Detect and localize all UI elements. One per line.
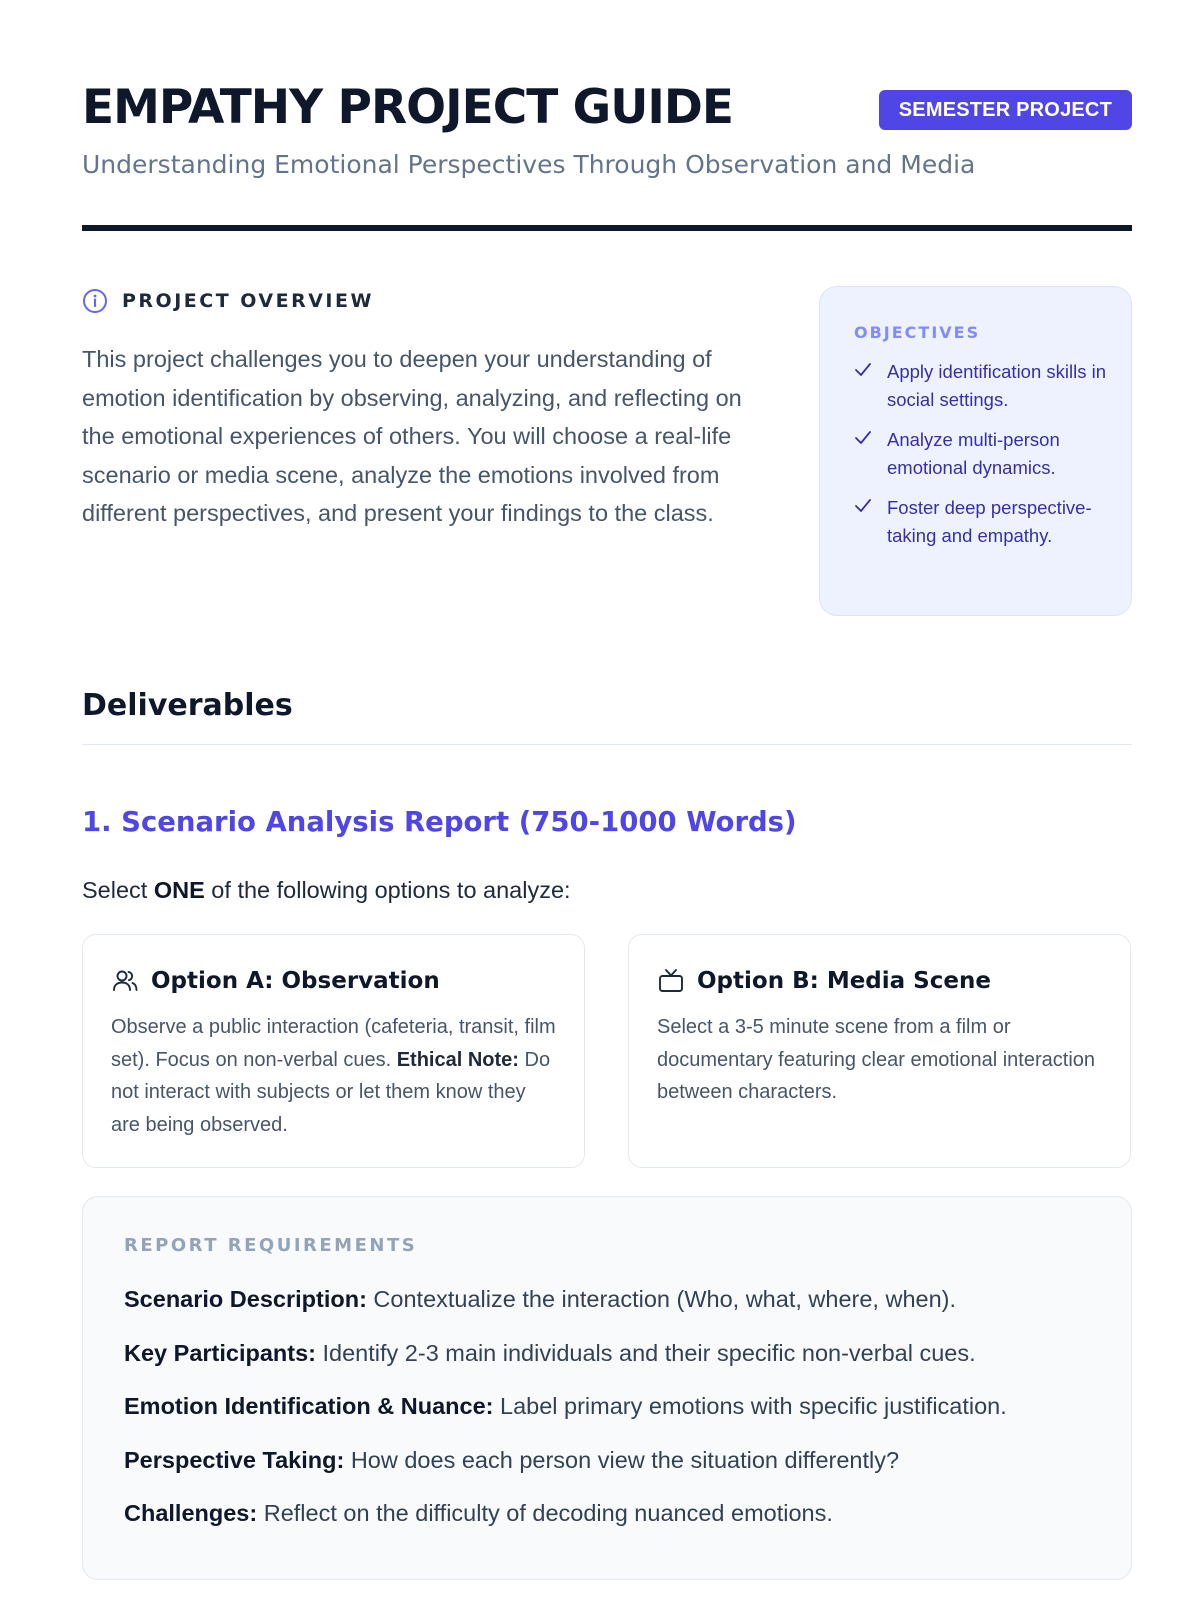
page-subtitle: Understanding Emotional Perspectives Through Observation and Media [82, 150, 976, 179]
option-a-text-note: Do not interact with subjects or let them know they are being observed. [111, 1048, 551, 1136]
option-a-heading [111, 963, 558, 999]
objectives-list [854, 358, 1111, 550]
option-b-card [628, 934, 1131, 1168]
checkmark-icon [854, 361, 872, 379]
objective-item [854, 426, 1111, 482]
requirement-item [124, 1282, 1091, 1316]
requirement-desc: How does each person view the situation differently? [344, 1446, 900, 1473]
ethical-note-label: Ethical Note: [396, 1048, 519, 1071]
objective-text: Foster deep perspective-taking and empathy. [887, 497, 1092, 546]
requirement-term: Emotion Identification & Nuance: [124, 1393, 494, 1419]
overview-text: This project challenges you to deepen your understanding of emotion identification by observing, analyzing, and reflecting on the emotional experiences of others. You will choose a real-life scenario or media scene, analyze the emotions involved from different perspectives, and present your findings to the class. [82, 346, 742, 526]
option-a-card [82, 934, 585, 1168]
report-requirements-card [82, 1196, 1132, 1580]
requirement-term: Key Participants: [124, 1339, 316, 1366]
option-b-heading [657, 963, 1104, 999]
requirement-item [124, 1336, 1091, 1370]
requirement-desc: Label primary emotions with specific justification. [493, 1393, 1007, 1419]
page-header [82, 78, 1132, 140]
option-a-text-main: Observe a public interaction (cafeteria, transit, film set). Focus on non-verbal cues. [111, 1016, 556, 1071]
requirement-item [124, 1496, 1091, 1530]
deliverables-divider [82, 744, 1132, 745]
objective-item [854, 358, 1111, 414]
select-prefix: Select [82, 877, 154, 903]
select-suffix: of the following options to analyze: [204, 877, 571, 903]
report-section-title: 1. Scenario Analysis Report (750-1000 Words) [82, 806, 797, 838]
option-a-title: Option A: Observation [151, 968, 440, 994]
requirement-desc: Contextualize the interaction (Who, what, where, when). [366, 1286, 957, 1312]
option-a-text [111, 1011, 558, 1141]
project-type-badge: SEMESTER PROJECT [879, 90, 1132, 130]
requirement-term: Perspective Taking: [124, 1446, 345, 1473]
page-title: EMPATHY PROJECT GUIDE [82, 80, 733, 135]
requirement-desc: Identify 2-3 main individuals and their specific non-verbal cues. [315, 1339, 976, 1366]
requirement-term: Challenges: [124, 1500, 258, 1526]
requirement-desc: Reflect on the difficulty of decoding nuanced emotions. [257, 1500, 833, 1526]
checkmark-icon [854, 497, 872, 515]
objective-text: Apply identification skills in social settings. [887, 361, 1107, 410]
select-instruction [82, 873, 571, 907]
info-icon [82, 288, 108, 314]
deliverables-heading: Deliverables [82, 688, 293, 723]
requirement-term: Scenario Description: [124, 1286, 367, 1312]
requirements-label: REPORT REQUIREMENTS [124, 1235, 418, 1256]
option-b-text: Select a 3-5 minute scene from a film or documentary featuring clear emotional interaction between characters. [657, 1016, 1096, 1103]
select-emphasis: ONE [153, 877, 205, 903]
objective-item [854, 494, 1111, 550]
objective-text: Analyze multi-person emotional dynamics. [887, 429, 1060, 478]
option-b-title: Option B: Media Scene [697, 968, 991, 994]
objectives-label: OBJECTIVES [854, 323, 981, 342]
people-icon [111, 967, 139, 995]
requirement-item [124, 1443, 1091, 1477]
requirement-item [124, 1389, 1091, 1423]
overview-label: PROJECT OVERVIEW [122, 290, 374, 312]
overview-heading [82, 286, 374, 316]
checkmark-icon [854, 429, 872, 447]
objectives-card [819, 286, 1132, 616]
header-divider [82, 225, 1132, 231]
tv-icon [657, 967, 685, 995]
